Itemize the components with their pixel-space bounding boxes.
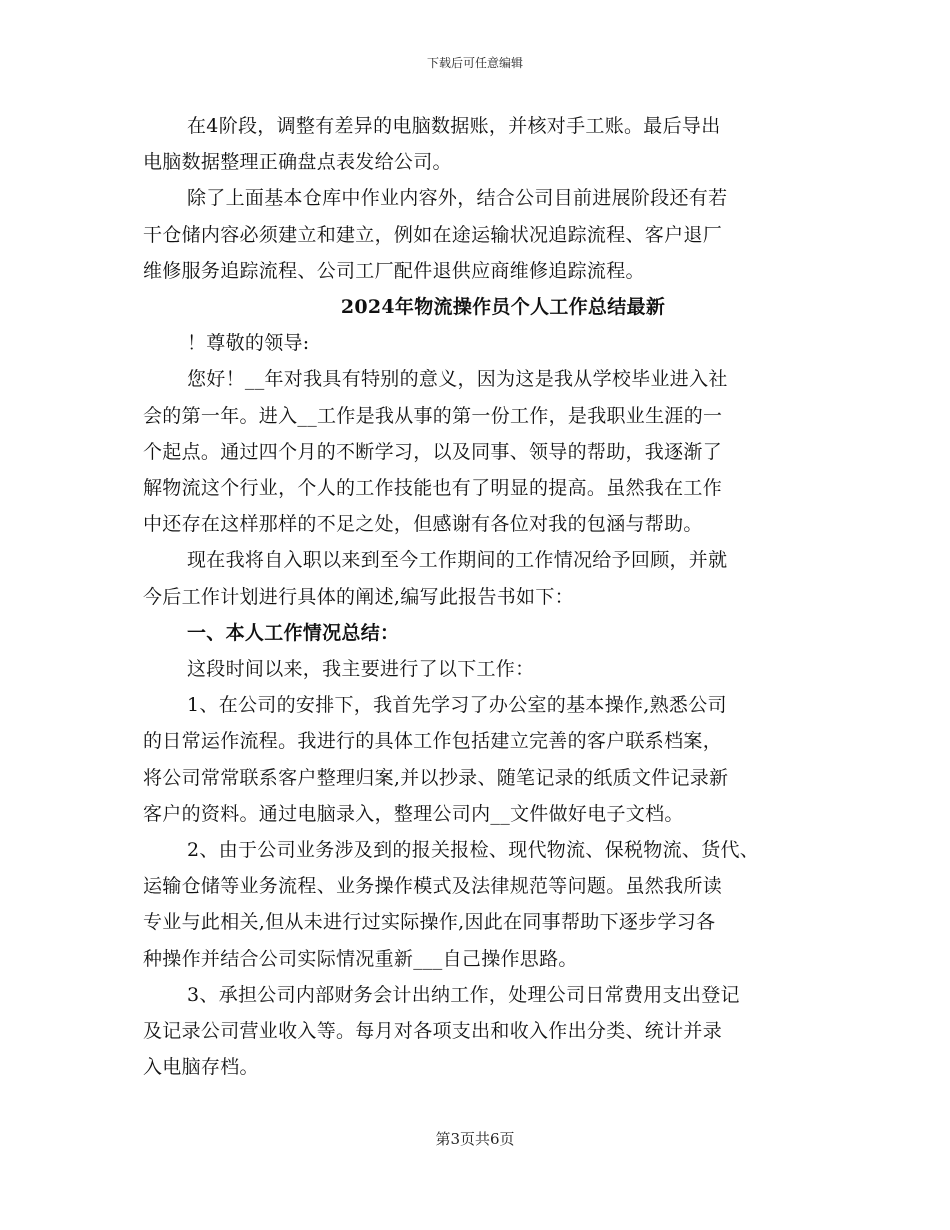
paragraph-inventory-phase4 — [143, 108, 823, 180]
text-line: 3、承担公司内部财务会计出纳工作，处理公司日常费用支出登记 — [187, 983, 740, 1006]
text-line: 您好！__年对我具有特别的意义，因为这是我从学校毕业进入社 — [187, 368, 728, 391]
list-item-2 — [143, 832, 823, 977]
text-line: 的日常运作流程。我进行的具体工作包括建立完善的客户联系档案， — [143, 730, 723, 753]
list-item-3 — [143, 977, 823, 1086]
text-line: 2、由于公司业务涉及到的报关报检、现代物流、保税物流、货代、 — [187, 839, 760, 862]
text-line: 干仓储内容必须建立和建立，例如在途运输状况追踪流程、客户退厂 — [143, 223, 723, 246]
paragraph-warehouse-content — [143, 180, 823, 289]
text-line: 专业与此相关,但从未进行过实际操作,因此在同事帮助下逐步学习各 — [143, 911, 716, 934]
paragraph-greeting — [143, 361, 823, 542]
text-line: 客户的资料。通过电脑录入，整理公司内__文件做好电子文档。 — [143, 802, 684, 825]
text-line: 1、在公司的安排下，我首先学习了办公室的基本操作,熟悉公司 — [187, 694, 727, 717]
page-header-note: 下载后可任意编辑 — [426, 56, 523, 70]
salutation: ！尊敬的领导: — [187, 332, 310, 355]
paragraph-review-intro — [143, 542, 823, 614]
text-line: 个起点。通过四个月的不断学习，以及同事、领导的帮助，我逐渐了 — [143, 440, 723, 463]
text-line: 维修服务追踪流程、公司工厂配件退供应商维修追踪流程。 — [143, 259, 645, 282]
text-line: 中还存在这样那样的不足之处，但感谢有各位对我的包涵与帮助。 — [143, 513, 703, 536]
text-line: 入电脑存档。 — [143, 1056, 259, 1079]
document-title: 2024年物流操作员个人工作总结最新 — [340, 296, 666, 319]
page-number-footer: 第3页共6页 — [435, 1130, 515, 1148]
text-line: 会的第一年。进入__工作是我从事的第一份工作，是我职业生涯的一 — [143, 404, 723, 427]
text-line: 在4阶段，调整有差异的电脑数据账，并核对手工账。最后导出 — [187, 115, 721, 137]
text-line: 及记录公司营业收入等。每月对各项支出和收入作出分类、统计并录 — [143, 1020, 723, 1043]
text-line: 电脑数据整理正确盘点表发给公司。 — [143, 151, 452, 174]
text-line: 除了上面基本仓库中作业内容外，结合公司目前进展阶段还有若 — [187, 187, 728, 210]
list-item-1 — [143, 687, 823, 832]
text-line: 将公司常常联系客户整理归案,并以抄录、随笔记录的纸质文件记录新 — [143, 766, 729, 789]
text-line: 解物流这个行业，个人的工作技能也有了明显的提高。虽然我在工作 — [143, 477, 723, 500]
paragraph-work-intro: 这段时间以来，我主要进行了以下工作： — [187, 658, 535, 681]
text-line: 运输仓储等业务流程、业务操作模式及法律规范等问题。虽然我所读 — [143, 875, 723, 898]
text-line: 现在我将自入职以来到至今工作期间的工作情况给予回顾，并就 — [187, 549, 728, 572]
document-body — [143, 108, 823, 1085]
section-heading-work-summary: 一、本人工作情况总结： — [187, 621, 400, 644]
text-line: 今后工作计划进行具体的阐述,编写此报告书如下： — [143, 585, 574, 608]
text-line: 种操作并结合公司实际情况重新___自己操作思路。 — [143, 947, 578, 970]
